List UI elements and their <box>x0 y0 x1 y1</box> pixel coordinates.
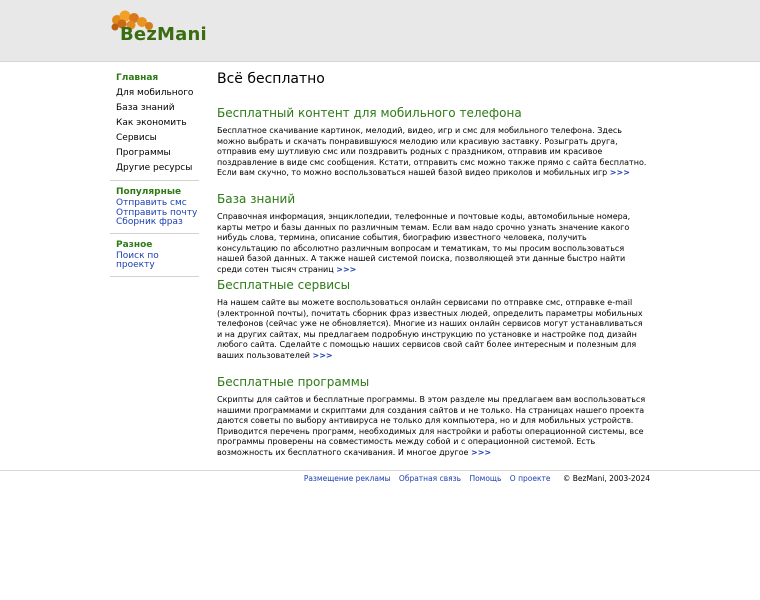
site-header <box>0 0 760 62</box>
sidebar-item-save-money[interactable]: Как экономить <box>116 118 187 128</box>
project-search-link[interactable]: Поиск по проекту <box>116 250 159 270</box>
more-link[interactable]: >>> <box>609 168 630 177</box>
section-body: Скрипты для сайтов и бесплатные программы. В этом разделе мы предлагаем вам воспользоваться нашими программами и скриптами для создания сайтов и не только. На страницах нашего проекта даются советы по выбору антивируса не только для компьютера, но и для мобильных устройств. Приводится перечень программ, необходимых для настройки и работы операционной системы, все программы проверены на совместимость между собой и с операционной системой. Есть возможность их бесплатного скачивания. И многое другое <box>217 395 646 457</box>
section-text <box>217 126 647 179</box>
footer-feedback-link[interactable]: Обратная связь <box>398 474 462 483</box>
footer-about-link[interactable]: О проекте <box>509 474 551 483</box>
sidebar-misc-block <box>110 234 199 276</box>
site-logo[interactable] <box>109 8 207 48</box>
sidebar <box>110 72 199 277</box>
page-title: Всё бесплатно <box>217 71 325 87</box>
phrases-link[interactable]: Сборник фраз <box>116 217 183 227</box>
more-link[interactable]: >>> <box>312 350 333 360</box>
more-link[interactable]: >>> <box>471 447 492 457</box>
sidebar-item-other-resources[interactable]: Другие ресурсы <box>116 163 193 173</box>
section-text <box>217 212 647 275</box>
logo-text: BezMani <box>120 24 207 45</box>
sidebar-item-knowledge-base[interactable]: База знаний <box>116 103 175 113</box>
more-link[interactable]: >>> <box>336 264 357 274</box>
section-mobile <box>217 105 647 179</box>
section-programs <box>217 374 647 458</box>
sidebar-item-home[interactable]: Главная <box>116 73 159 83</box>
footer-divider <box>0 470 760 471</box>
send-sms-link[interactable]: Отправить смс <box>116 198 187 208</box>
send-mail-link[interactable]: Отправить почту <box>116 207 198 218</box>
section-services <box>217 277 647 361</box>
misc-heading: Разное <box>116 239 153 250</box>
footer-help-link[interactable]: Помощь <box>469 474 502 483</box>
sidebar-popular-block <box>110 181 199 233</box>
copyright: © BezMani, 2003-2024 <box>562 474 650 483</box>
section-body: Справочная информация, энциклопедии, телефонные и почтовые коды, автомобильные номера, карты метро и базы данных по различным темам. Если вам надо срочно узнать значение какого нибудь слова, термина, описание события, биографию известного человека, получить консультацию по абсолютно различным вопросам и тематикам, то мы просим воспользоваться нашей базой данных. А также нашей системой поиска, позволяющей эти данные быстро найти среди сотен тысяч страниц <box>217 212 631 274</box>
sidebar-item-services[interactable]: Сервисы <box>116 133 157 143</box>
section-body: На нашем сайте вы можете воспользоваться онлайн сервисами по отправке смс, отправке e-mail (электронной почты), почитать сборник фраз известных людей, определить параметры мобильных телефонов (сейчас уже не обновляется). Многие из наших онлайн сервисов могут устанавливаться и на других сайтах, мы предлагаем подробную инструкцию по установке и настройке под дизайн любого сайта. Сделайте с помощью наших сервисов свой сайт более интересным и полезным для ваших пользователей <box>217 298 643 360</box>
main-content <box>217 70 647 457</box>
footer <box>298 474 650 484</box>
sidebar-item-mobile[interactable]: Для мобильного <box>116 88 194 98</box>
section-knowledge <box>217 191 647 275</box>
section-heading[interactable]: Бесплатный контент для мобильного телефона <box>217 106 522 120</box>
popular-heading: Популярные <box>116 187 182 197</box>
section-heading[interactable]: Бесплатные сервисы <box>217 278 351 292</box>
footer-advertising-link[interactable]: Размещение рекламы <box>303 474 391 483</box>
sidebar-item-programs[interactable]: Программы <box>116 148 171 158</box>
section-text <box>217 298 647 361</box>
section-heading[interactable]: База знаний <box>217 192 296 206</box>
sidebar-nav <box>110 72 199 177</box>
section-heading[interactable]: Бесплатные программы <box>217 375 370 389</box>
sidebar-divider <box>110 276 199 277</box>
section-body: Бесплатное скачивание картинок, мелодий, видео, игр и смс для мобильного телефона. Здесь можно выбрать и скачать понравившуюся мелодию или красивую заставку. Розыграть друга, отправив ему шутливую смс или поздравить родных с праздником, отправив им красивое поздравление в виде смс сообщения. Кстати, отправить смс можно также прямо с сайта бесплатно. Если вам скучно, то можно воспользоваться нашей базой видео приколов и мобильных игр <box>217 126 647 177</box>
section-text <box>217 395 647 458</box>
